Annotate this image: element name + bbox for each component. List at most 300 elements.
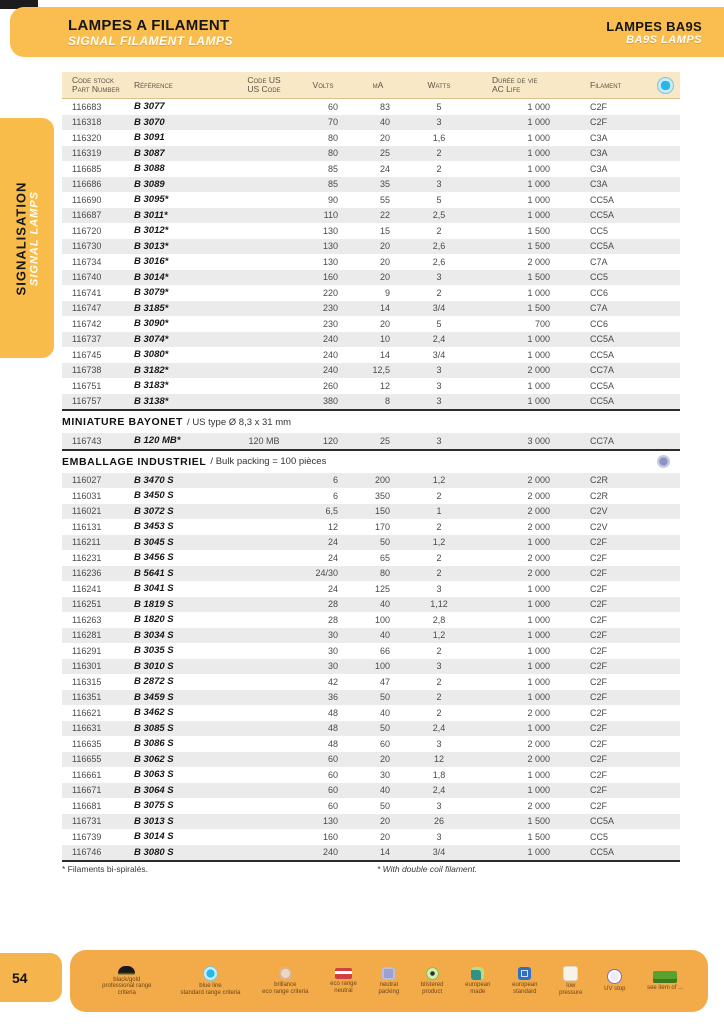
cell-life: 2 000 [527, 707, 550, 718]
col-header-filament: Filament [590, 80, 622, 90]
cell-reference: B 3450 S [134, 490, 174, 502]
table-row [62, 519, 680, 535]
cell-volts: 240 [322, 334, 338, 345]
cell-part: 116683 [72, 101, 102, 112]
cell-filament: CC5 [590, 272, 609, 283]
cell-ma: 350 [374, 490, 390, 501]
table-row [62, 504, 680, 520]
cell-ma: 50 [379, 723, 390, 734]
cell-life: 1 000 [527, 583, 550, 594]
cell-ma: 50 [379, 800, 390, 811]
cell-volts: 130 [322, 225, 338, 236]
section-header [62, 449, 680, 473]
cell-volts: 120 [322, 435, 338, 446]
cell-ma: 14 [379, 303, 390, 314]
cell-volts: 260 [322, 380, 338, 391]
cell-reference: B 3041 S [134, 583, 174, 595]
cell-filament: CC5A [590, 334, 615, 345]
cell-ma: 200 [374, 475, 390, 486]
cell-life: 1 000 [527, 661, 550, 672]
cell-watts: 3/4 [432, 349, 446, 360]
cell-volts: 24/30 [315, 568, 338, 579]
cell-life: 1 000 [527, 692, 550, 703]
table-row [62, 332, 680, 348]
cell-filament: C2F [590, 599, 608, 610]
cell-watts: 2 [436, 287, 442, 298]
legend-caption: low pressure [559, 983, 583, 996]
cell-watts: 3 [436, 435, 442, 446]
cell-life: 1 000 [527, 287, 550, 298]
table-row [62, 378, 680, 394]
legend-caption: european made [465, 982, 491, 995]
cell-filament: C2F [590, 583, 608, 594]
table-row [62, 674, 680, 690]
col-header-watts: Watts [427, 80, 451, 90]
legend-caption: neutral packing [378, 982, 400, 995]
legend-caption: UV stop [604, 986, 626, 993]
section-subtitle: / Bulk packing = 100 pièces [210, 456, 327, 467]
cell-ma: 83 [379, 101, 390, 112]
cell-uscode: 120 MB [248, 435, 280, 446]
cell-life: 1 000 [527, 614, 550, 625]
cell-ma: 170 [374, 521, 390, 532]
cell-part: 116318 [72, 117, 102, 128]
cell-life: 1 000 [527, 117, 550, 128]
table-row [62, 783, 680, 799]
cell-volts: 60 [327, 800, 338, 811]
col-header-uscode: Code US US Code [247, 76, 281, 94]
cell-volts: 160 [322, 831, 338, 842]
cell-watts: 1,6 [432, 132, 446, 143]
cell-reference: B 3013* [134, 240, 169, 252]
section-header [62, 409, 680, 433]
col-header-part: Code stock Part Number [72, 76, 120, 94]
legend-item [512, 967, 537, 995]
cell-life: 1 000 [527, 349, 550, 360]
cell-volts: 24 [327, 552, 338, 563]
cell-reference: B 3085 S [134, 722, 174, 734]
legend-caption: european standard [512, 982, 538, 995]
table-row [62, 254, 680, 270]
cell-filament: C2F [590, 552, 608, 563]
cell-part: 116690 [72, 194, 102, 205]
cell-ma: 22 [379, 210, 390, 221]
cell-volts: 130 [322, 241, 338, 252]
cell-part: 116739 [72, 831, 102, 842]
cell-reference: B 3074* [134, 333, 169, 345]
cell-part: 116685 [72, 163, 102, 174]
table-row [62, 845, 680, 861]
cell-part: 116236 [72, 568, 102, 579]
table-row [62, 597, 680, 613]
footnote-fr: * Filaments bi-spiralés. [62, 864, 148, 874]
cell-filament: C2F [590, 769, 608, 780]
cell-life: 1 500 [527, 241, 550, 252]
cell-reference: B 3456 S [134, 552, 174, 564]
legend-item [180, 966, 240, 996]
footnote-en: * With double coil filament. [377, 864, 478, 874]
cell-filament: C7A [590, 256, 608, 267]
cell-reference: B 3016* [134, 256, 169, 268]
cell-life: 1 000 [527, 101, 550, 112]
cell-volts: 130 [322, 816, 338, 827]
cell-filament: C2F [590, 738, 608, 749]
cell-part: 116301 [72, 661, 102, 672]
cell-reference: B 3077 [134, 101, 165, 113]
cell-filament: CC5A [590, 816, 615, 827]
cell-filament: C2V [590, 521, 608, 532]
table-row [62, 550, 680, 566]
cell-life: 2 000 [527, 475, 550, 486]
cell-part: 116319 [72, 148, 102, 159]
cell-reference: B 3183* [134, 380, 169, 392]
cell-filament: C2F [590, 785, 608, 796]
table-body [62, 99, 680, 862]
cell-watts: 3/4 [432, 303, 446, 314]
cell-life: 1 500 [527, 816, 550, 827]
cell-part: 116681 [72, 800, 102, 811]
black-gold-icon [118, 966, 135, 975]
cell-volts: 90 [327, 194, 338, 205]
table-row [62, 612, 680, 628]
cell-ma: 65 [379, 552, 390, 563]
table-row [62, 394, 680, 410]
cell-part: 116315 [72, 676, 102, 687]
table-row [62, 347, 680, 363]
page-header-banner [10, 7, 724, 57]
cell-ma: 35 [379, 179, 390, 190]
cell-volts: 240 [322, 365, 338, 376]
cell-ma: 12,5 [372, 365, 390, 376]
cell-life: 1 500 [527, 272, 550, 283]
cell-reference: B 3045 S [134, 536, 174, 548]
cell-life: 1 000 [527, 179, 550, 190]
cell-part: 116742 [72, 318, 102, 329]
cell-watts: 2,6 [432, 256, 446, 267]
cell-life: 1 500 [527, 303, 550, 314]
cell-volts: 240 [322, 349, 338, 360]
cell-watts: 26 [433, 816, 444, 827]
cell-part: 116738 [72, 365, 102, 376]
european-standard-icon [518, 967, 531, 980]
cell-part: 116131 [72, 521, 102, 532]
cell-volts: 70 [327, 117, 338, 128]
blistered-icon [426, 967, 439, 980]
cell-filament: CC7A [590, 435, 615, 446]
cell-part: 116687 [72, 210, 102, 221]
cell-filament: C7A [590, 303, 608, 314]
legend-item [330, 968, 357, 994]
legend-item [647, 971, 683, 992]
cell-watts: 3 [436, 117, 442, 128]
cell-life: 1 000 [527, 148, 550, 159]
cell-part: 116351 [72, 692, 102, 703]
cell-ma: 40 [379, 707, 390, 718]
cell-ma: 40 [379, 599, 390, 610]
cell-reference: B 3462 S [134, 707, 174, 719]
cell-part: 116740 [72, 272, 102, 283]
cell-life: 1 000 [527, 396, 550, 407]
cell-ma: 25 [379, 435, 390, 446]
cell-life: 1 000 [527, 785, 550, 796]
cell-ma: 14 [379, 847, 390, 858]
sidebar-label-fr: SIGNALISATION [13, 181, 29, 295]
cell-watts: 3 [436, 365, 442, 376]
cell-reference: B 2872 S [134, 676, 174, 688]
cell-part: 116027 [72, 475, 102, 486]
legend-item [421, 967, 444, 995]
cell-ma: 20 [379, 831, 390, 842]
cell-life: 2 000 [527, 365, 550, 376]
cell-watts: 2 [436, 521, 442, 532]
cell-ma: 40 [379, 117, 390, 128]
cell-part: 116251 [72, 599, 102, 610]
table-row [62, 628, 680, 644]
neutral-packing-icon [382, 967, 395, 980]
cell-reference: B 1820 S [134, 614, 174, 626]
cell-part: 116743 [72, 435, 102, 446]
cell-reference: B 5641 S [134, 567, 174, 579]
cell-life: 1 000 [527, 769, 550, 780]
table-row [62, 270, 680, 286]
cell-watts: 3/4 [432, 847, 446, 858]
cell-watts: 2 [436, 645, 442, 656]
cell-reference: B 3075 S [134, 800, 174, 812]
cell-reference: B 3095* [134, 194, 169, 206]
cell-watts: 2,4 [432, 785, 446, 796]
cell-ma: 20 [379, 816, 390, 827]
cell-reference: B 3182* [134, 364, 169, 376]
category-title: LAMPES BA9S [606, 18, 702, 34]
cell-volts: 130 [322, 256, 338, 267]
cell-reference: B 3079* [134, 287, 169, 299]
cell-reference: B 3063 S [134, 769, 174, 781]
table-row [62, 316, 680, 332]
legend-caption: brillance eco range criteria [262, 982, 309, 995]
cell-ma: 100 [374, 661, 390, 672]
table-row [62, 721, 680, 737]
cell-watts: 2,8 [432, 614, 446, 625]
table-header-row [62, 72, 680, 99]
table-row [62, 736, 680, 752]
cell-watts: 1 [436, 506, 442, 517]
cell-watts: 1,8 [432, 769, 446, 780]
col-header-reference: Référence [134, 80, 173, 90]
cell-filament: CC5A [590, 847, 615, 858]
cell-volts: 110 [323, 210, 338, 221]
cell-volts: 85 [327, 163, 338, 174]
cell-life: 1 000 [527, 194, 550, 205]
cell-ma: 20 [379, 272, 390, 283]
cell-life: 1 000 [527, 645, 550, 656]
legend-item [378, 967, 399, 995]
cell-watts: 12 [433, 754, 444, 765]
cell-filament: C2F [590, 614, 608, 625]
cell-part: 116741 [72, 287, 102, 298]
cell-filament: CC5 [590, 225, 609, 236]
legend-item [604, 969, 625, 993]
table-row [62, 581, 680, 597]
cell-reference: B 3072 S [134, 505, 174, 517]
cell-watts: 2 [436, 676, 442, 687]
cell-reference: B 3013 S [134, 815, 174, 827]
cell-ma: 25 [379, 148, 390, 159]
cell-filament: C2F [590, 117, 608, 128]
cell-watts: 3 [436, 831, 442, 842]
cell-reference: B 3087 [134, 147, 165, 159]
cell-volts: 28 [327, 614, 338, 625]
table-row [62, 488, 680, 504]
cell-volts: 36 [327, 692, 338, 703]
table-row [62, 239, 680, 255]
table-row [62, 705, 680, 721]
cell-life: 2 000 [527, 490, 550, 501]
table-row [62, 643, 680, 659]
col-header-life: Durée de vie AC Life [492, 76, 538, 94]
cell-ma: 66 [379, 645, 390, 656]
table-row [62, 301, 680, 317]
cell-ma: 40 [379, 630, 390, 641]
cell-watts: 2,5 [432, 210, 446, 221]
cell-watts: 2 [436, 552, 442, 563]
table-row [62, 433, 680, 449]
cell-part: 116211 [72, 537, 101, 548]
cell-part: 116737 [72, 334, 102, 345]
cell-life: 1 000 [527, 210, 550, 221]
cell-volts: 60 [327, 785, 338, 796]
cell-volts: 230 [322, 303, 338, 314]
cell-part: 116621 [72, 707, 102, 718]
cell-watts: 2 [436, 490, 442, 501]
table-row [62, 798, 680, 814]
cell-life: 1 500 [527, 225, 550, 236]
cell-reference: B 3086 S [134, 738, 174, 750]
cell-part: 116671 [72, 785, 102, 796]
cell-ma: 20 [379, 754, 390, 765]
cell-filament: C2R [590, 475, 609, 486]
table-row [62, 752, 680, 768]
cell-life: 1 500 [527, 831, 550, 842]
cell-watts: 2 [436, 163, 442, 174]
cell-volts: 24 [327, 537, 338, 548]
cell-life: 1 000 [527, 537, 550, 548]
table-row [62, 130, 680, 146]
cell-part: 116631 [72, 723, 102, 734]
cell-volts: 80 [327, 132, 338, 143]
sidebar-tab-labels [14, 181, 41, 295]
cell-reference: B 3064 S [134, 784, 174, 796]
cell-ma: 47 [379, 676, 390, 687]
cell-part: 116655 [72, 754, 102, 765]
cell-part: 116746 [72, 847, 102, 858]
table-row [62, 208, 680, 224]
cell-volts: 12 [327, 521, 338, 532]
cell-ma: 20 [379, 256, 390, 267]
cell-filament: C2F [590, 645, 608, 656]
cell-part: 116757 [72, 396, 102, 407]
cell-filament: C2R [590, 490, 609, 501]
cell-filament: C2F [590, 707, 608, 718]
cell-filament: CC7A [590, 365, 615, 376]
table-row [62, 192, 680, 208]
cell-watts: 3 [436, 179, 442, 190]
cell-part: 116231 [72, 552, 102, 563]
cell-life: 2 000 [527, 568, 550, 579]
legend-bar [70, 950, 708, 1012]
cell-watts: 2 [436, 148, 442, 159]
cell-volts: 80 [327, 148, 338, 159]
cell-watts: 1,2 [432, 475, 446, 486]
cell-volts: 6,5 [325, 506, 338, 517]
cell-reference: B 3138* [134, 395, 169, 407]
page-subtitle: SIGNAL FILAMENT LAMPS [68, 33, 233, 48]
cell-part: 116281 [72, 630, 102, 641]
cell-volts: 30 [327, 661, 338, 672]
cell-watts: 2,6 [432, 241, 446, 252]
cell-filament: C2F [590, 754, 608, 765]
cell-reference: B 3185* [134, 302, 169, 314]
cell-part: 116661 [72, 769, 102, 780]
lamp-table [62, 72, 680, 862]
blue-line-range-icon [657, 77, 674, 94]
cell-filament: C2V [590, 506, 608, 517]
table-row [62, 566, 680, 582]
cell-ma: 55 [379, 194, 390, 205]
cell-reference: B 3088 [134, 163, 165, 175]
cell-part: 116021 [72, 506, 102, 517]
cell-part: 116263 [72, 614, 102, 625]
col-header-volts: Volts [312, 80, 334, 90]
cell-volts: 6 [332, 490, 338, 501]
table-row [62, 829, 680, 845]
cell-watts: 2 [436, 568, 442, 579]
cell-volts: 60 [327, 769, 338, 780]
cell-volts: 230 [322, 318, 338, 329]
sidebar-tab-signalisation[interactable] [0, 118, 54, 358]
cell-filament: CC5A [590, 210, 615, 221]
section-title: EMBALLAGE INDUSTRIEL [62, 455, 207, 468]
cell-ma: 40 [379, 785, 390, 796]
cell-watts: 2 [436, 225, 442, 236]
cell-filament: CC5A [590, 241, 615, 252]
cell-life: 1 000 [527, 380, 550, 391]
cell-filament: C3A [590, 163, 608, 174]
table-row [62, 223, 680, 239]
cell-reference: B 3453 S [134, 521, 174, 533]
cell-reference: B 3014* [134, 271, 169, 283]
cell-life: 2 000 [527, 521, 550, 532]
banner-right [606, 19, 702, 46]
cell-watts: 5 [436, 318, 442, 329]
cell-reference: B 3034 S [134, 629, 174, 641]
cell-filament: C3A [590, 179, 608, 190]
cell-reference: B 120 MB* [134, 435, 181, 447]
cell-reference: B 3470 S [134, 474, 174, 486]
cell-filament: CC5 [590, 831, 609, 842]
table-row [62, 285, 680, 301]
cell-part: 116734 [72, 256, 102, 267]
cell-life: 2 000 [527, 552, 550, 563]
table-row [62, 363, 680, 379]
cell-life: 2 000 [527, 506, 550, 517]
cell-reference: B 3062 S [134, 753, 174, 765]
legend-item [262, 967, 308, 995]
cell-reference: B 3070 [134, 116, 165, 128]
cell-watts: 3 [436, 272, 442, 283]
cell-reference: B 3035 S [134, 645, 174, 657]
table-row [62, 659, 680, 675]
cell-volts: 60 [327, 754, 338, 765]
